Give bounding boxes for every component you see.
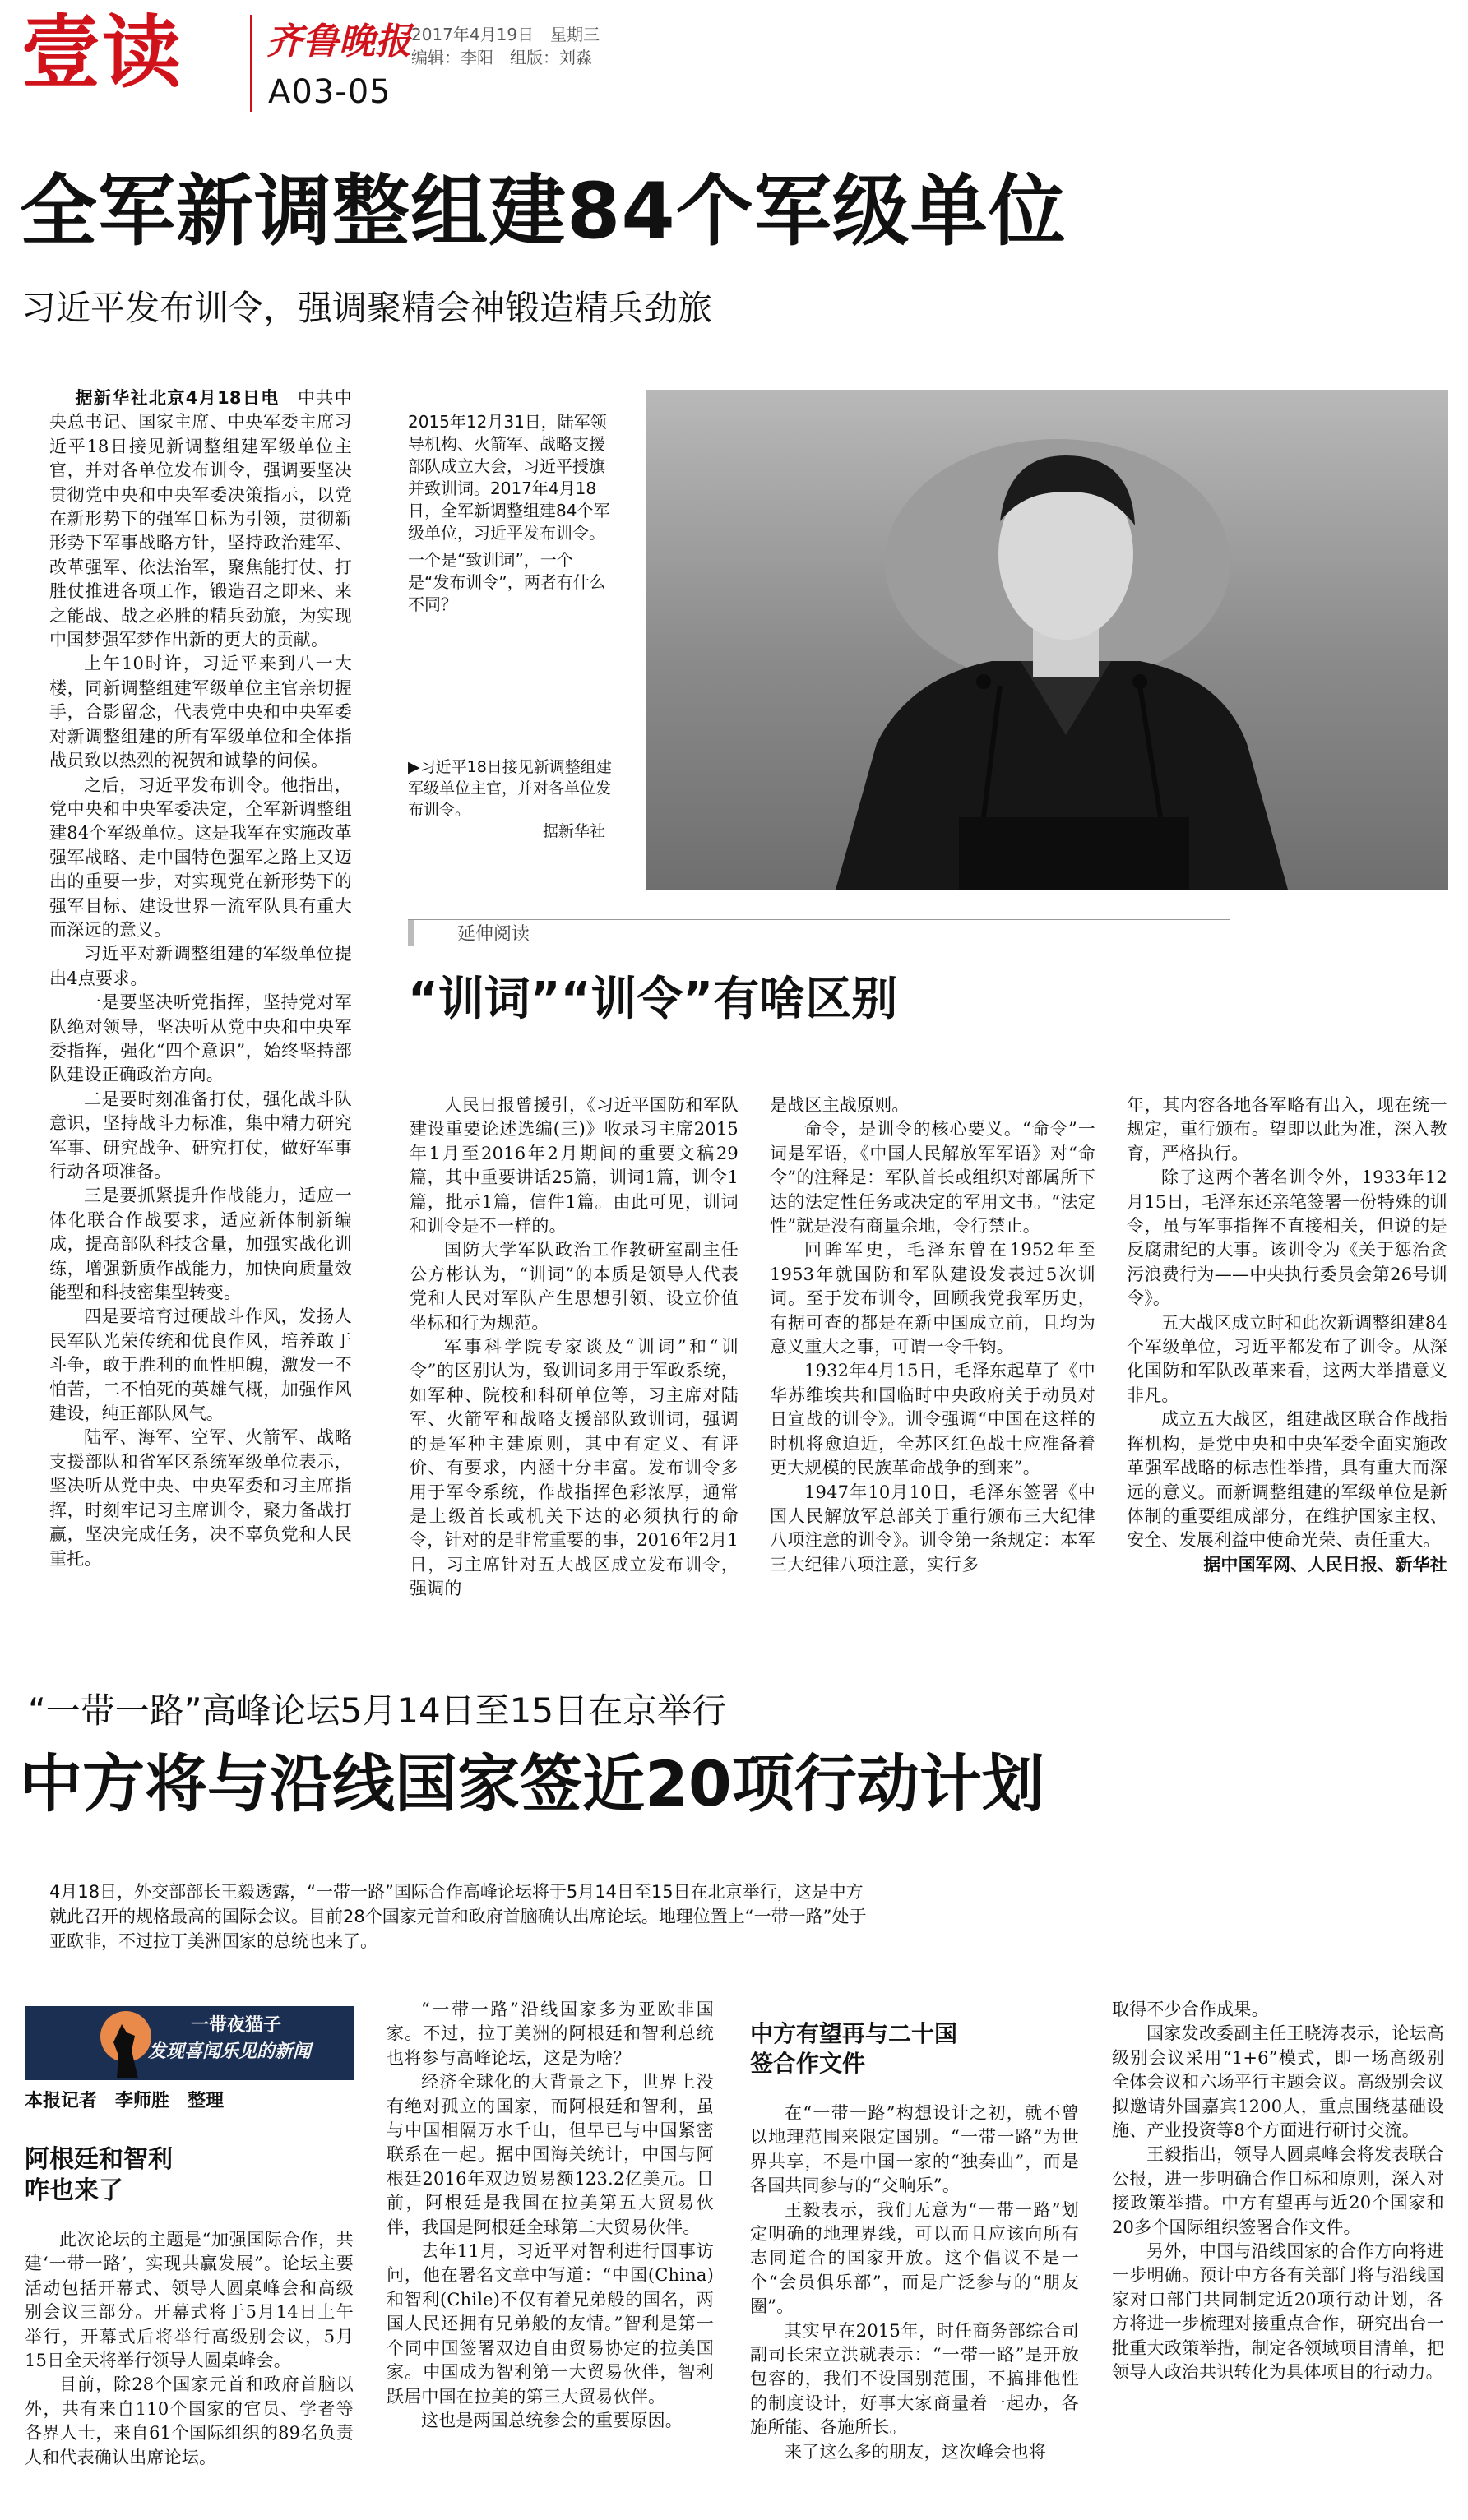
story2-col2: [387, 1998, 714, 2433]
caption-text: ▶习近平18日接见新调整组建军级单位主官，并对各单位发布训令。: [408, 758, 612, 819]
extended-credit: 据中国军网、人民日报、新华社: [1203, 1554, 1447, 1574]
extended-label-bar: [408, 920, 414, 946]
sub1-title-line1: 阿根廷和智利: [25, 2145, 173, 2174]
s2c4-para-2: 国家发改委副主任王晓涛表示，论坛高级别会议采用“1+6”模式，即一场高级别全体会议和六场平行主题会议。高级别会议拟邀请外国嘉宾1200人，重点围绕基础设施、产业投资等8个方面进行研讨交流。: [1112, 2023, 1444, 2141]
photo-figure: [646, 390, 1448, 890]
ext3-para-3: 五大战区成立时和此次新调整组建84个军级单位，习近平都发布了训令。从深化国防和军队改革来看，这两大举措意义非凡。: [1127, 1312, 1447, 1405]
s2c1-para-1: 此次论坛的主题是“加强国际合作，共建‘一带一路’，实现共赢发展”。论坛主要活动包括开幕式、领导人圆桌峰会和高级别会议三部分。开幕式将于5月14日上午举行，开幕式后将举行高级别会议，5月15日全天将举行领导人圆桌峰会。: [25, 2230, 354, 2371]
sub1-title: [25, 2144, 173, 2207]
story2-col4: [1112, 1998, 1444, 2385]
s2c2-para-2: 经济全球化的大背景之下，世界上没有绝对孤立的国家，而阿根廷和智利，虽与中国相隔万水千山，但早已与中国紧密联系在一起。据中国海关统计，中国与阿根廷2016年双边贸易额123.2亿美元。目前，阿根廷是我国在拉美第五大贸易伙伴，我国是阿根廷全球第二大贸易伙伴。: [387, 2072, 714, 2237]
story1-para-1: 据新华社北京4月18日电 中共中央总书记、国家主席、中央军委主席习近平18日接见新调整组建军级单位主官，并对各单位发布训令，强调要坚决贯彻党中央和中央军委决策指示，以党在新形势下的强军目标为引领，贯彻新形势下军事战略方针，坚持政治建军、改革强军、依法治军，聚焦能打仗、打胜仗推进各项工作，锻造召之即来、来之能战、战之必胜的精兵劲旅，为实现中国梦强军梦作出新的更大的贡献。: [49, 388, 352, 650]
extended-column-1: [410, 1094, 739, 1602]
news-photo: [646, 390, 1448, 890]
logo-text: 一带夜猫子: [191, 2015, 282, 2036]
logo-box: [25, 2006, 354, 2080]
s2c2-para-3: 去年11月，习近平对智利进行国事访问，他在署名文章中写道：“中国(China)和智利(Chile)不仅有着兄弟般的国名，两国人民还拥有兄弟般的友情。”智利是第一个同中国签署双边自由贸易协定的拉美国家。中国成为智利第一大贸易伙伴，智利跃居中国在拉美的第三大贸易伙伴。: [387, 2241, 714, 2407]
sub2-title-line1: 中方有望再与二十国: [750, 2020, 958, 2047]
byline: 本报记者 李师胜 整理: [25, 2091, 225, 2111]
intro-question: 一个是“致训词”，一个是“发布训令”，两者有什么不同？: [408, 550, 606, 614]
ext2-para-5: 1947年10月10日，毛泽东签署《中国人民解放军总部关于重行颁布三大纪律八项注意的训令》。训令第一条规定：本军三大纪律八项注意，实行多: [770, 1482, 1095, 1574]
ext1-para-3: 军事科学院专家谈及“训词”和“训令”的区别认为，致训词多用于军政系统，如军种、院校和科研单位等，习主席对陆军、火箭军和战略支援部队致训词，强调的是军种主建原则，其中有定义、有评价、有要求，内涵十分丰富。发布训令多用于军令系统，作战指挥色彩浓厚，通常是上级首长或机关下达的必须执行的命令，针对的是非常重要的事，2016年2月1日，习主席针对五大战区成立发布训令，强调的: [410, 1337, 739, 1599]
intro-box: [408, 411, 614, 616]
story1-para-5: 一是要坚决听党指挥，坚持党对军队绝对领导，坚决听从党中央和中央军委指挥，强化“四个意识”，始终坚持部队建设正确政治方向。: [49, 992, 352, 1085]
paper-name: 齐鲁晚报: [266, 21, 411, 62]
date-line: 2017年4月19日 星期三: [411, 25, 600, 44]
extended-label: 延伸阅读: [457, 924, 530, 945]
photo-caption: [408, 756, 623, 842]
story1-para-9: 陆军、海军、空军、火箭军、战略支援部队和省军区系统军级单位表示，坚决听从党中央、中央军委和习主席指挥，时刻牢记习主席训令，聚力备战打赢，坚决完成任务，决不辜负党和人民重托。: [49, 1427, 352, 1569]
extended-column-3: [1127, 1094, 1447, 1577]
s2c1-para-2: 目前，除28个国家元首和政府首脑以外，共有来自110个国家的官员、学者等各界人士，来自61个国际组织的89名负责人和代表确认出席论坛。: [25, 2374, 354, 2467]
story1-para-7: 三是要抓紧提升作战能力，适应一体化联合作战要求，适应新体制新编成，提高部队科技含量，加强实战化训练，增强新质作战能力，加快向质量效能型和科技密集型转变。: [49, 1186, 352, 1303]
story1-para-6: 二是要时刻准备打仗，强化战斗队意识，坚持战斗力标准，集中精力研究军事、研究战争、研究打仗，做好军事行动各项准备。: [49, 1089, 352, 1181]
extended-label-box: [408, 919, 1230, 948]
wolf-icon: [102, 2018, 151, 2078]
story1-para-4: 习近平对新调整组建的军级单位提出4点要求。: [49, 944, 352, 988]
dateline: 据新华社北京4月18日电: [75, 388, 280, 408]
ext2-para-1: 是战区主战原则。: [770, 1095, 910, 1115]
s2c3-para-4: 来了这么多的朋友，这次峰会也将: [785, 2441, 1046, 2462]
ext1-para-2: 国防大学军队政治工作教研室副主任公方彬认为，“训词”的本质是领导人代表党和人民对军队产生思想引领、设立价值坐标和行为规范。: [410, 1240, 739, 1333]
s2c4-para-3: 王毅指出，领导人圆桌峰会将发表联合公报，进一步明确合作目标和原则，深入对接政策举措。中方有望再与近20个国家和20多个国际组织签署合作文件。: [1112, 2144, 1444, 2237]
story1-subheadline: 习近平发布训令，强调聚精会神锻造精兵劲旅: [21, 288, 713, 328]
intro-text: 2015年12月31日，陆军领导机构、火箭军、战略支援部队成立大会，习近平授旗并致训词。2017年4月18日，全军新调整组建84个军级单位，习近平发布训令。: [408, 412, 610, 543]
story1-headline: 全军新调整组建84个军级单位: [20, 167, 1067, 257]
caption-credit: 据新华社: [542, 822, 605, 840]
logo-subtext: 发现喜闻乐见的新闻: [148, 2041, 312, 2062]
ext2-para-2: 命令，是训令的核心要义。“命令”一词是军语，《中国人民解放军军语》对“命令”的注释是：军队首长或组织对部属所下达的法定性任务或决定的军用文书。“法定性”就是没有商量余地，令行禁止。: [770, 1119, 1095, 1237]
extended-headline: “训词”“训令”有啥区别: [408, 973, 898, 1026]
ext3-para-2: 除了这两个著名训令外，1933年12月15日，毛泽东还亲笔签署一份特殊的训令，虽与军事指挥不直接相关，但说的是反腐肃纪的大事。该训令为《关于惩治贪污浪费行为——中央执行委员会第26号训令》。: [1127, 1168, 1447, 1309]
s2c2-para-1: “一带一路”沿线国家多为亚欧非国家。不过，拉丁美洲的阿根廷和智利总统也将参与高峰论坛，这是为啥？: [387, 2000, 714, 2068]
ext3-para-1: 年，其内容各地各军略有出入，现在统一规定，重行颁布。望即以此为准，深入教育，严格执行。: [1127, 1095, 1447, 1163]
story2-kicker: “一带一路”高峰论坛5月14日至15日在京举行: [28, 1690, 727, 1731]
sub1-title-line2: 咋也来了: [25, 2176, 123, 2205]
story1-left-column: [49, 386, 352, 1571]
s2c3-para-3: 其实早在2015年，时任商务部综合司副司长宋立洪就表示：“一带一路”是开放包容的，我们不设国别范围，不搞排他性的制度设计，好事大家商量着一起办，各施所能、各施所长。: [750, 2320, 1079, 2438]
story1-para-3: 之后，习近平发布训令。他指出，党中央和中央军委决定，全军新调整组建84个军级单位。这是我军在实施改革强军战略、走中国特色强军之路上又迈出的重要一步，对实现党在新形势下的强军目标、建设世界一流军队具有重大而深远的意义。: [49, 774, 352, 940]
s2c4-para-4: 另外，中国与沿线国家的合作方向将进一步明确。预计中方各有关部门将与沿线国家对口部门共同制定近20项行动计划，各方将进一步梳理对接重点合作，研究出台一批重大政策举措，制定各领域项目清单，把领导人政治共识转化为具体项目的行动力。: [1112, 2241, 1444, 2383]
story2-lead: 4月18日，外交部部长王毅透露，“一带一路”国际合作高峰论坛将于5月14日至15日在北京举行，这是中方就此召开的规格最高的国际会议。目前28个国家元首和政府首脑确认出席论坛。地理位置上“一带一路”处于亚欧非，不过拉丁美洲国家的总统也来了。: [49, 1882, 867, 1951]
masthead-divider: [250, 15, 252, 112]
story2-col3: [750, 2102, 1079, 2464]
ext1-para-1: 人民日报曾援引，《习近平国防和军队建设重要论述选编(三)》收录习主席2015年1月至2016年2月期间的重要文稿29篇，其中重要讲话25篇，训词1篇，训令1篇，批示1篇，信件1篇。由此可见，训词和训令是不一样的。: [410, 1095, 739, 1237]
story2-col1: [25, 2228, 354, 2470]
extended-column-2: [770, 1094, 1095, 1577]
page-code: A03-05: [268, 73, 391, 111]
ext3-para-4: 成立五大战区，组建战区联合作战指挥机构，是党中央和中央军委全面实施改革强军战略的标志性举措，具有重大而深远的意义。而新调整组建的军级单位是新体制的重要组成部分，在维护国家主权、安全、发展利益中使命光荣、责任重大。: [1127, 1409, 1447, 1551]
story1-para-2: 上午10时许，习近平来到八一大楼，同新调整组建军级单位主官亲切握手，合影留念，代表党中央和中央军委对新调整组建的所有军级单位和全体指战员致以热烈的祝贺和诚挚的问候。: [49, 654, 352, 771]
sub2-title-line2: 签合作文件: [750, 2050, 866, 2077]
s2c4-para-1: 取得不少合作成果。: [1112, 2000, 1269, 2019]
story2-headline: 中方将与沿线国家签近20项行动计划: [20, 1747, 1044, 1820]
ext2-para-4: 1932年4月15日，毛泽东起草了《中华苏维埃共和国临时中央政府关于动员对日宣战的训令》。训令强调“中国在这样的时机将愈迫近，全苏区红色战士应准备着更大规模的民族革命战争的到来”。: [770, 1361, 1095, 1478]
s2c2-para-4: 这也是两国总统参会的重要原因。: [421, 2410, 683, 2430]
s2c3-para-2: 王毅表示，我们无意为“一带一路”划定明确的地理界线，可以而且应该向所有志同道合的国家开放。这个倡议不是一个“会员俱乐部”，而是广泛参与的“朋友圈”。: [750, 2199, 1079, 2317]
s2c3-para-1: 在“一带一路”构想设计之初，就不曾以地理范围来限定国别。“一带一路”为世界共享，不是中国一家的“独奏曲”，而是各国共同参与的“交响乐”。: [750, 2103, 1079, 2196]
story1-para-8: 四是要培育过硬战斗作风，发扬人民军队光荣传统和优良作风，培养敢于斗争，敢于胜利的血性胆魄，激发一不怕苦，二不怕死的英雄气概，加强作风建设，纯正部队风气。: [49, 1306, 352, 1424]
editor-line: 编辑：李阳 组版：刘淼: [411, 48, 592, 67]
section-title: 壹读: [21, 7, 183, 99]
sub2-title: [750, 2019, 957, 2078]
ext2-para-3: 回眸军史，毛泽东曾在1952年至1953年就国防和军队建设发表过5次训词。至于发布训令，回顾我党我军历史，有据可查的都是在新中国成立前，且均为意义重大之事，可谓一令千钧。: [770, 1240, 1095, 1357]
